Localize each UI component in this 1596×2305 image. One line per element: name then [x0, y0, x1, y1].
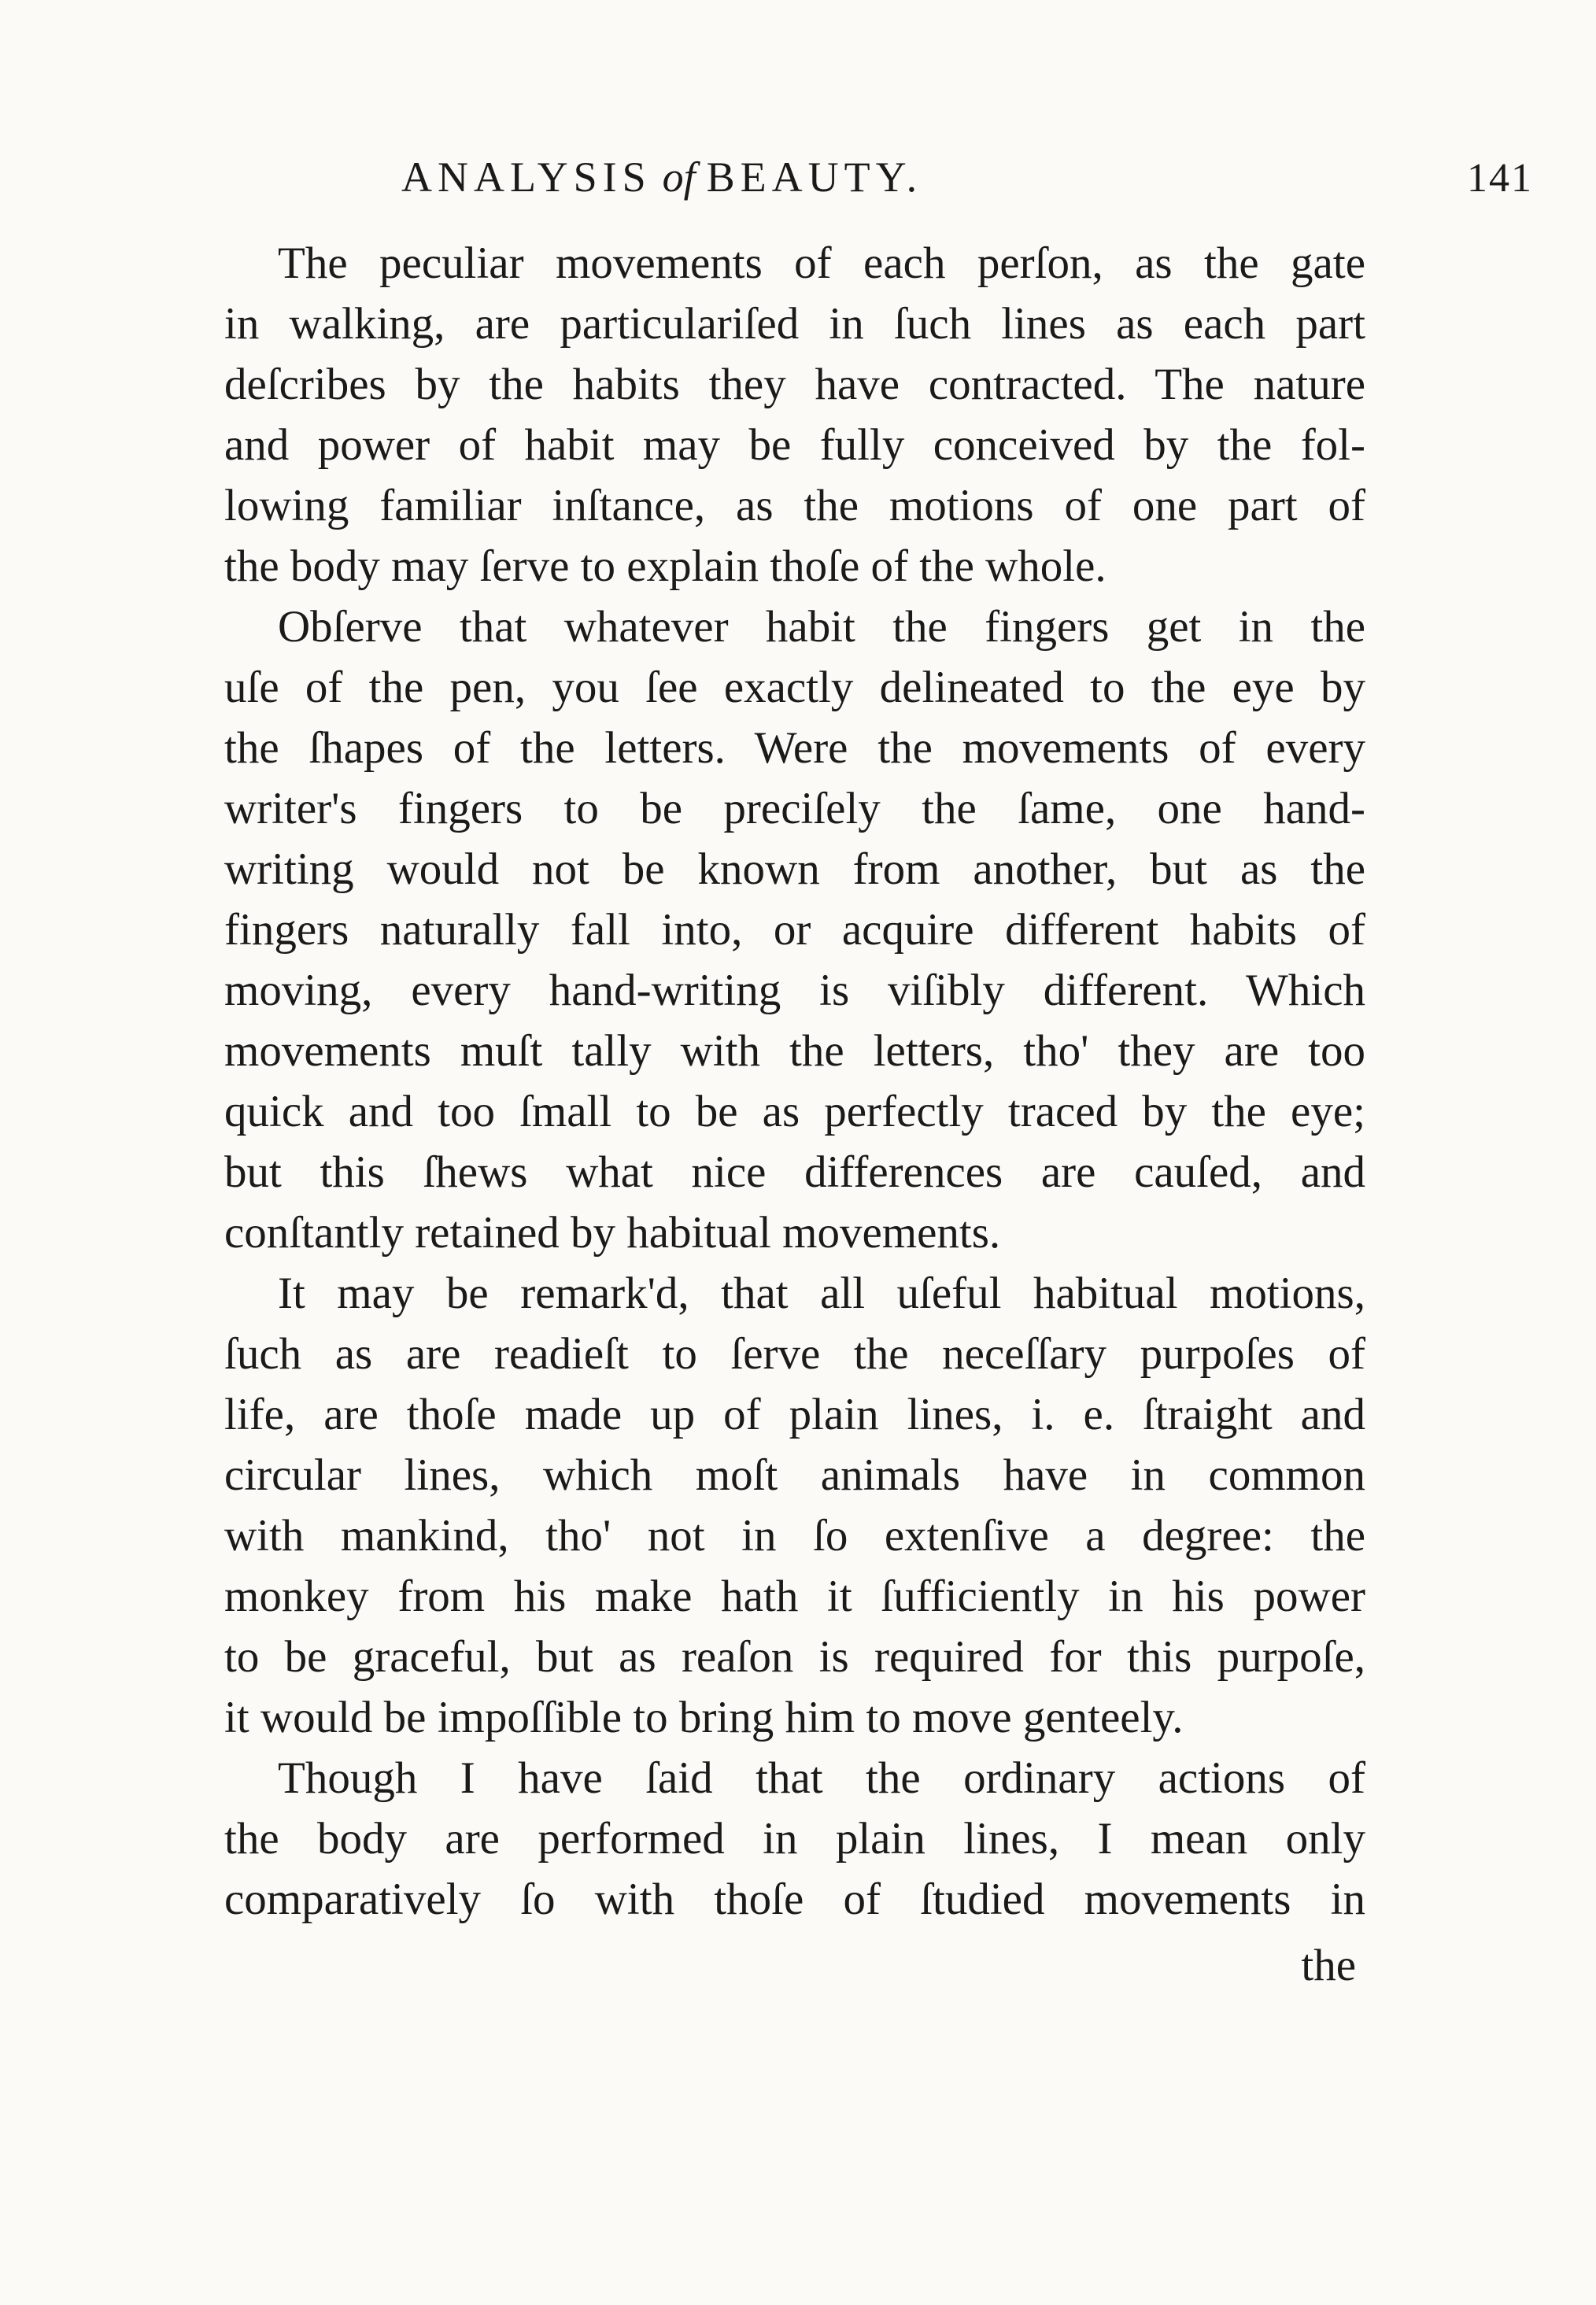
- text-line: writing would not be known from another, but as the: [224, 844, 1365, 894]
- text-line: in walking, are particulariſed in ſuch lines as each part: [224, 299, 1365, 349]
- text-line: the ſhapes of the letters. Were the movements of every: [224, 723, 1365, 773]
- text-line: It may be remark'd, that all uſeful habitual motions,: [278, 1269, 1365, 1318]
- text-line: fingers naturally fall into, or acquire different habits of: [224, 905, 1365, 955]
- text-line: and power of habit may be fully conceived by the fol-: [224, 420, 1365, 470]
- text-line: Though I have ſaid that the ordinary actions of: [278, 1753, 1365, 1803]
- text-line: ſuch as are readieſt to ſerve the neceſſary purpoſes of: [224, 1329, 1365, 1379]
- text-line: the body may ſerve to explain thoſe of the whole.: [224, 541, 1106, 591]
- text-line: The peculiar movements of each perſon, as the gate: [278, 238, 1365, 288]
- running-title-of: of: [662, 153, 696, 201]
- text-line: movements muſt tally with the letters, tho' they are too: [224, 1026, 1365, 1076]
- body-text: [224, 233, 1365, 1930]
- text-line: it would be impoſſible to bring him to move genteely.: [224, 1693, 1184, 1742]
- text-line: moving, every hand-writing is viſibly different. Which: [224, 966, 1365, 1015]
- text-line: comparatively ſo with thoſe of ſtudied movements in: [224, 1875, 1365, 1924]
- text-line: the body are performed in plain lines, I mean only: [224, 1814, 1365, 1864]
- text-line: monkey from his make hath it ſufficiently in his power: [224, 1572, 1365, 1621]
- catchword: the: [1301, 1941, 1356, 1990]
- page-number: 141: [1467, 156, 1533, 201]
- text-line: but this ſhews what nice differences are cauſed, and: [224, 1147, 1365, 1197]
- running-title: [401, 150, 922, 205]
- text-line: writer's fingers to be preciſely the ſame, one hand-: [224, 784, 1365, 833]
- running-title-part2: BEAUTY.: [706, 153, 923, 201]
- text-line: Obſerve that whatever habit the fingers get in the: [278, 602, 1365, 652]
- text-line: with mankind, tho' not in ſo extenſive a degree: the: [224, 1511, 1365, 1561]
- text-line: life, are thoſe made up of plain lines, i. e. ſtraight and: [224, 1390, 1365, 1439]
- text-line: conſtantly retained by habitual movements.: [224, 1208, 1001, 1258]
- text-line: uſe of the pen, you ſee exactly delineated to the eye by: [224, 663, 1365, 712]
- running-head: [220, 150, 1574, 212]
- text-line: lowing familiar inſtance, as the motions of one part of: [224, 481, 1365, 530]
- text-line: to be graceful, but as reaſon is required for this purpoſe,: [224, 1632, 1365, 1682]
- text-line: quick and too ſmall to be as perfectly traced by the eye;: [224, 1087, 1365, 1136]
- text-line: circular lines, which moſt animals have in common: [224, 1450, 1365, 1500]
- text-line: deſcribes by the habits they have contracted. The nature: [224, 360, 1365, 409]
- running-title-part1: ANALYSIS: [401, 153, 652, 201]
